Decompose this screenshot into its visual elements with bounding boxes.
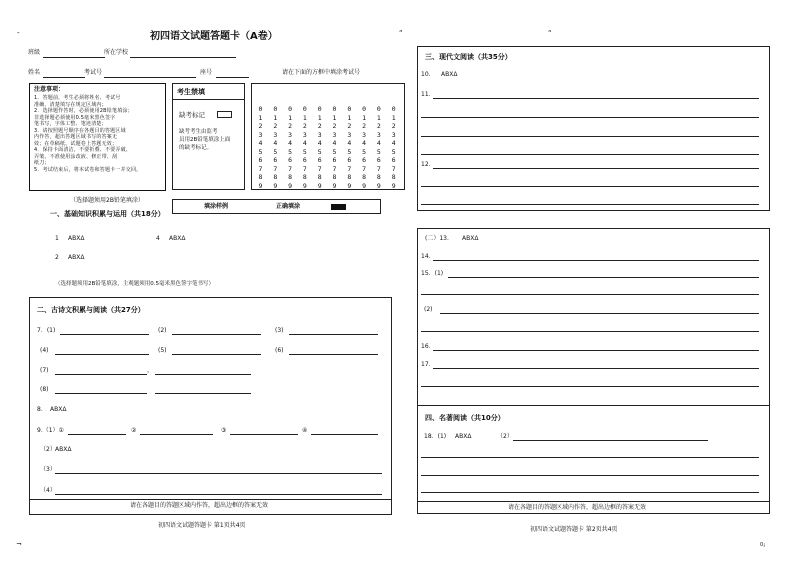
digit-bubble[interactable]: 4 <box>288 139 293 147</box>
school-label: 所在学校 <box>104 49 129 56</box>
notes-line: 非选择题必须使用0.5毫米黑色签字 <box>34 114 116 121</box>
digit-bubble[interactable]: 7 <box>347 164 352 173</box>
q9-c2: ② <box>131 427 137 434</box>
q4-number: 4 <box>156 235 160 242</box>
absent-mark-label: 缺考标记 <box>179 111 205 119</box>
digit-bubble[interactable]: 6 <box>391 156 396 164</box>
q9-1-label: 9.（1）① <box>37 427 64 434</box>
q10-label: 10. <box>421 71 431 78</box>
q18-2-label: （2） <box>497 433 513 440</box>
answer-line[interactable] <box>60 334 149 335</box>
digit-bubble[interactable]: 3 <box>376 130 381 139</box>
fill-example-label: 填涂样例 <box>204 203 229 210</box>
digit-bubble[interactable]: 4 <box>376 139 381 147</box>
digit-bubble[interactable]: 5 <box>391 147 396 156</box>
section4-title: 四、名著阅读（共10分） <box>425 414 505 422</box>
section1-title: 一、基础知识积累与运用（共18分） <box>50 210 165 218</box>
exam-number-column[interactable] <box>256 105 265 190</box>
q7-4-label: (4) <box>40 347 49 354</box>
footer-right: 初四语文试题答题卡 第2页共4页 <box>530 526 618 533</box>
answer-line[interactable] <box>421 475 759 476</box>
digit-bubble[interactable]: 8 <box>376 173 381 181</box>
digit-bubble[interactable]: 9 <box>347 181 352 190</box>
digit-bubble[interactable]: 4 <box>391 139 396 147</box>
digit-bubble[interactable]: 6 <box>302 156 307 164</box>
exam-number-column[interactable] <box>345 105 354 190</box>
digit-bubble[interactable]: 0 <box>258 105 263 113</box>
answer-line[interactable] <box>440 313 759 314</box>
digit-bubble[interactable]: 0 <box>288 105 293 113</box>
digit-bubble[interactable]: 8 <box>288 173 293 181</box>
digit-bubble[interactable]: 8 <box>347 173 352 181</box>
digit-bubble[interactable]: 3 <box>391 130 396 139</box>
digit-bubble[interactable]: 5 <box>288 147 293 156</box>
q7-5-label: (5) <box>158 347 167 354</box>
corner-mark-bottom-left: ¬ <box>16 540 22 548</box>
digit-bubble[interactable]: 7 <box>332 164 337 173</box>
answer-line[interactable] <box>140 434 213 435</box>
q8-options[interactable]: ABXΔ <box>50 406 67 413</box>
digit-bubble[interactable]: 9 <box>302 181 307 190</box>
digit-bubble[interactable]: 2 <box>347 122 352 130</box>
notes-line: 弄皱，不准使用涂改液、修正带、刮 <box>34 153 118 160</box>
q15-1-label: 15．(1) <box>421 270 444 277</box>
q9-c4: ④ <box>302 427 308 434</box>
digit-bubble[interactable]: 6 <box>273 156 278 164</box>
digit-bubble[interactable]: 6 <box>317 156 322 164</box>
digit-bubble[interactable]: 9 <box>317 181 322 190</box>
class-label: 班级 <box>28 49 41 56</box>
digit-bubble[interactable]: 0 <box>391 105 396 113</box>
notes-line: 笔书写，字体工整、笔迹清楚； <box>34 121 107 127</box>
digit-bubble[interactable]: 0 <box>273 105 278 113</box>
answer-line[interactable] <box>433 168 759 169</box>
digit-bubble[interactable]: 1 <box>302 113 307 122</box>
digit-bubble[interactable]: 7 <box>288 164 293 173</box>
digit-bubble[interactable]: 1 <box>273 113 278 122</box>
absent-desc: 员用2B铅笔填涂上面 <box>179 137 231 143</box>
digit-bubble[interactable]: 7 <box>273 164 278 173</box>
q10-options[interactable]: ABXΔ <box>441 71 458 78</box>
corner-mark-top-right: “ <box>548 29 552 37</box>
q9-2-label: （2） <box>40 446 56 453</box>
q9-3-label: （3） <box>40 466 56 473</box>
digit-bubble[interactable]: 5 <box>376 147 381 156</box>
corner-mark-top-left: - <box>17 29 20 37</box>
digit-bubble[interactable]: 4 <box>332 139 337 147</box>
digit-bubble[interactable]: 1 <box>362 113 367 122</box>
exam-number-column[interactable] <box>300 105 309 190</box>
notes-line: 3．请按照题号顺序在各题目的答题区域 <box>34 127 126 134</box>
q7-3-label: (3) <box>275 327 284 334</box>
answer-line[interactable] <box>230 434 298 435</box>
exam-number-column[interactable] <box>360 105 369 190</box>
digit-bubble[interactable]: 9 <box>288 181 293 190</box>
digit-bubble[interactable]: 3 <box>258 130 263 139</box>
digit-bubble[interactable]: 0 <box>317 105 322 113</box>
digit-bubble[interactable]: 7 <box>391 164 396 173</box>
answer-line[interactable] <box>433 260 759 261</box>
name-label: 姓名 <box>28 69 41 76</box>
digit-bubble[interactable]: 7 <box>362 164 367 173</box>
q2-options[interactable]: ABXΔ <box>68 254 85 261</box>
digit-bubble[interactable]: 1 <box>376 113 381 122</box>
q9-4-label: （4） <box>40 487 56 494</box>
answer-line[interactable] <box>448 277 759 278</box>
digit-bubble[interactable]: 4 <box>347 139 352 147</box>
exam-number-column[interactable] <box>286 105 295 190</box>
notes-line: 准确、清楚填写在规定区域内； <box>34 101 107 108</box>
digit-bubble[interactable]: 8 <box>302 173 307 181</box>
digit-bubble[interactable]: 2 <box>302 122 307 130</box>
answer-line[interactable] <box>55 494 382 495</box>
digit-bubble[interactable]: 5 <box>273 147 278 156</box>
digit-bubble[interactable]: 3 <box>332 130 337 139</box>
digit-bubble[interactable]: 8 <box>332 173 337 181</box>
notes-line: 4．保持卡面清洁，不要折叠、不要弄破、 <box>34 147 131 153</box>
q7-8-label: (8) <box>40 386 49 393</box>
corner-mark-bottom-right: 0¡ <box>760 542 766 548</box>
q11-label: 11． <box>421 91 435 98</box>
answer-line[interactable] <box>172 354 261 355</box>
digit-bubble[interactable]: 1 <box>347 113 352 122</box>
digit-bubble[interactable]: 7 <box>317 164 322 173</box>
answer-line[interactable] <box>55 374 147 375</box>
answer-line[interactable] <box>513 440 708 441</box>
q16-label: 16． <box>421 343 435 350</box>
choice-note: （选择题须用2B铅笔填涂） <box>70 197 144 204</box>
digit-bubble[interactable]: 3 <box>273 130 278 139</box>
digit-bubble[interactable]: 3 <box>317 130 322 139</box>
q4-options[interactable]: ABXΔ <box>169 235 186 242</box>
page-title: 初四语文试题答题卡（A卷） <box>150 31 278 42</box>
section2-title: 二、古诗文积累与阅读（共27分） <box>37 306 145 314</box>
digit-bubble[interactable]: 5 <box>302 147 307 156</box>
answer-line[interactable] <box>421 492 759 493</box>
absent-desc: 缺考考生由监考 <box>179 129 218 135</box>
q9-c3: ③ <box>221 427 227 434</box>
answer-line[interactable] <box>433 350 759 351</box>
digit-bubble[interactable]: 6 <box>288 156 293 164</box>
answer-line[interactable] <box>55 393 147 394</box>
q17-label: 17． <box>421 361 435 368</box>
digit-bubble[interactable]: 6 <box>376 156 381 164</box>
notes-line: 1．答题前，考生必须将姓名、考试号 <box>34 95 121 101</box>
q7-6-label: (6) <box>275 347 284 354</box>
right-answer-box <box>417 228 770 514</box>
absent-desc: 的缺考标记。 <box>179 145 213 151</box>
digit-bubble[interactable]: 6 <box>362 156 367 164</box>
digit-bubble[interactable]: 5 <box>347 147 352 156</box>
answer-line[interactable] <box>421 386 759 387</box>
answer-line[interactable] <box>68 434 126 435</box>
digit-bubble[interactable]: 7 <box>302 164 307 173</box>
answer-line[interactable] <box>421 117 759 118</box>
answer-line[interactable] <box>433 368 759 369</box>
filled-bubble-sample <box>331 204 346 210</box>
digit-bubble[interactable]: 9 <box>391 181 396 190</box>
exam-number-column[interactable] <box>271 105 280 190</box>
digit-bubble[interactable]: 0 <box>362 105 367 113</box>
digit-bubble[interactable]: 9 <box>258 181 263 190</box>
notes-line: 纸刀； <box>34 160 50 166</box>
footer-left: 初四语文试题答题卡 第1页共4页 <box>158 522 246 529</box>
digit-bubble[interactable]: 9 <box>362 181 367 190</box>
digit-bubble[interactable]: 2 <box>317 122 322 130</box>
digit-bubble[interactable]: 5 <box>258 147 263 156</box>
digit-bubble[interactable]: 8 <box>362 173 367 181</box>
answer-line[interactable] <box>421 294 759 295</box>
fill-hint: 请在下面的方框中填涂考试号 <box>282 69 361 76</box>
q18-1-label: 18．(1) <box>424 433 447 440</box>
fill-correct-label: 正确填涂 <box>276 203 301 210</box>
section3-title: 三、现代文阅读（共35分） <box>425 53 512 61</box>
answer-line[interactable] <box>55 354 149 355</box>
fill-example <box>172 199 381 214</box>
digit-bubble[interactable]: 3 <box>347 130 352 139</box>
digit-bubble[interactable]: 1 <box>317 113 322 122</box>
digit-bubble[interactable]: 2 <box>362 122 367 130</box>
notes-line: 内作答，超出答题区域书写的答案无 <box>34 134 118 140</box>
digit-bubble[interactable]: 2 <box>288 122 293 130</box>
digit-bubble[interactable]: 0 <box>376 105 381 113</box>
q1-number: 1 <box>55 235 59 242</box>
answer-line[interactable] <box>311 434 378 435</box>
q1-options[interactable]: ABXΔ <box>68 235 85 242</box>
digit-bubble[interactable]: 3 <box>302 130 307 139</box>
q13-options[interactable]: ABXΔ <box>462 235 479 242</box>
answer-line[interactable] <box>155 374 251 375</box>
digit-bubble[interactable]: 0 <box>302 105 307 113</box>
digit-bubble[interactable]: 8 <box>258 173 263 181</box>
answer-line[interactable] <box>421 186 759 187</box>
pen-note: （选择题须用2B铅笔填涂，主观题须用0.5毫米黑色签字笔书写） <box>55 281 215 287</box>
answer-line[interactable] <box>433 98 759 99</box>
digit-bubble[interactable]: 5 <box>332 147 337 156</box>
q7-2-label: (2) <box>158 327 167 334</box>
answer-line[interactable] <box>289 334 378 335</box>
digit-bubble[interactable]: 9 <box>376 181 381 190</box>
digit-bubble[interactable]: 4 <box>258 139 263 147</box>
digit-bubble[interactable]: 4 <box>317 139 322 147</box>
digit-bubble[interactable]: 0 <box>347 105 352 113</box>
q8-label: 8. <box>37 406 43 413</box>
q14-label: 14． <box>421 253 435 260</box>
q7-1-label: 7．(1) <box>37 327 56 334</box>
answer-line[interactable] <box>421 154 759 155</box>
digit-bubble[interactable]: 7 <box>258 164 263 173</box>
notes-box <box>29 83 166 191</box>
exam-no-label: 考试号 <box>84 69 103 76</box>
answer-line[interactable] <box>155 393 251 394</box>
digit-bubble[interactable]: 9 <box>273 181 278 190</box>
q7-7-label: (7) <box>40 367 49 374</box>
digit-bubble[interactable]: 1 <box>288 113 293 122</box>
digit-bubble[interactable]: 6 <box>258 156 263 164</box>
answer-line[interactable] <box>172 334 261 335</box>
digit-bubble[interactable]: 2 <box>258 122 263 130</box>
answer-line[interactable] <box>421 331 759 332</box>
section4-warning: 请在各题目的答题区域内作答，超出边框的答案无效 <box>508 504 647 511</box>
q18-options[interactable]: ABXΔ <box>455 433 472 440</box>
answer-line[interactable] <box>421 204 759 205</box>
exam-number-column[interactable] <box>330 105 339 190</box>
digit-bubble[interactable]: 5 <box>317 147 322 156</box>
digit-bubble[interactable]: 8 <box>317 173 322 181</box>
digit-bubble[interactable]: 1 <box>332 113 337 122</box>
comma: ， <box>147 367 154 374</box>
exam-number-grid[interactable] <box>251 83 405 190</box>
digit-bubble[interactable]: 3 <box>362 130 367 139</box>
q2-number: 2 <box>55 254 59 261</box>
answer-line[interactable] <box>289 354 378 355</box>
absent-box <box>172 83 245 190</box>
seat-label: 座号 <box>200 69 213 76</box>
absent-checkbox[interactable] <box>217 111 232 118</box>
section2-box <box>29 297 392 515</box>
digit-bubble[interactable]: 6 <box>347 156 352 164</box>
digit-bubble[interactable]: 4 <box>302 139 307 147</box>
digit-bubble[interactable]: 9 <box>332 181 337 190</box>
section2-warning: 请在各题目的答题区域内作答，超出边框的答案无效 <box>130 502 269 509</box>
digit-bubble[interactable]: 2 <box>332 122 337 130</box>
notes-line: 2．选择题作答时，必须使用2B铅笔填涂； <box>34 108 133 114</box>
digit-bubble[interactable]: 1 <box>258 113 263 122</box>
absent-title: 考生禁填 <box>177 88 205 96</box>
digit-bubble[interactable]: 2 <box>391 122 396 130</box>
digit-bubble[interactable]: 4 <box>362 139 367 147</box>
answer-line[interactable] <box>421 136 759 137</box>
exam-number-column[interactable] <box>389 105 398 190</box>
notes-title: 注意事项： <box>34 86 65 93</box>
digit-bubble[interactable]: 5 <box>362 147 367 156</box>
digit-bubble[interactable]: 0 <box>332 105 337 113</box>
exam-number-column[interactable] <box>315 105 324 190</box>
digit-bubble[interactable]: 3 <box>288 130 293 139</box>
q12-label: 12． <box>421 161 435 168</box>
digit-bubble[interactable]: 8 <box>391 173 396 181</box>
exam-number-column[interactable] <box>374 105 383 190</box>
digit-bubble[interactable]: 4 <box>273 139 278 147</box>
q9-2-options[interactable]: ABXΔ <box>55 446 72 453</box>
answer-line[interactable] <box>421 457 759 458</box>
digit-bubble[interactable]: 8 <box>273 173 278 181</box>
digit-bubble[interactable]: 2 <box>376 122 381 130</box>
q13-label: (二）13. <box>425 235 449 242</box>
digit-bubble[interactable]: 7 <box>376 164 381 173</box>
digit-bubble[interactable]: 2 <box>273 122 278 130</box>
answer-line[interactable] <box>55 473 382 474</box>
digit-bubble[interactable]: 6 <box>332 156 337 164</box>
digit-bubble[interactable]: 1 <box>391 113 396 122</box>
q15-2-label: (2) <box>424 306 433 313</box>
notes-line: 5．考试结束后，将本试卷和答题卡一并交回。 <box>34 166 142 173</box>
corner-mark-top-mid: “ <box>399 29 403 37</box>
notes-line: 效；在草稿纸、试题卷上答题无效； <box>34 140 118 147</box>
